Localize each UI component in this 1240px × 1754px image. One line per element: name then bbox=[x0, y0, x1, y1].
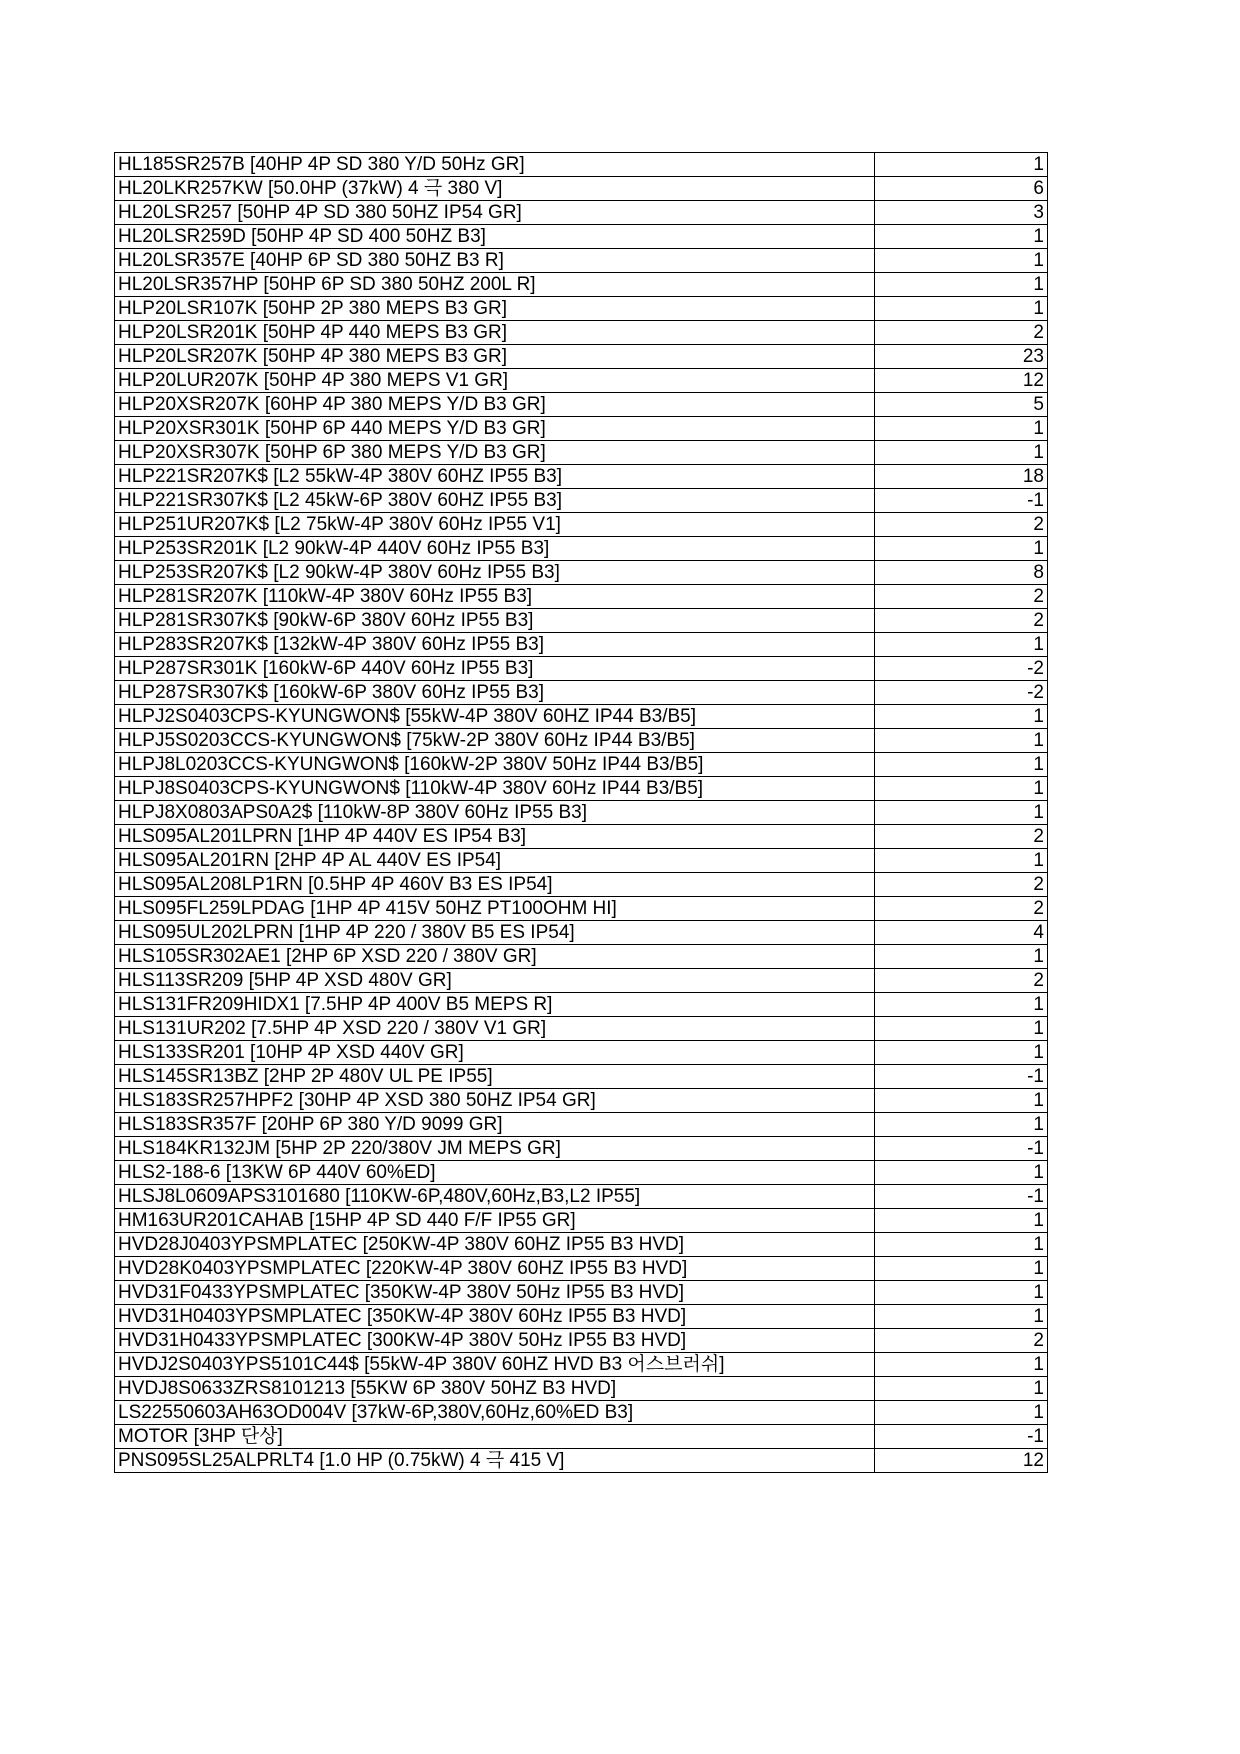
quantity-cell: 1 bbox=[875, 1401, 1048, 1425]
quantity-cell: -2 bbox=[875, 657, 1048, 681]
table-row bbox=[115, 801, 1048, 825]
item-description-cell: HLPJ8L0203CCS-KYUNGWON$ [160kW-2P 380V 50Hz IP44 B3/B5] bbox=[115, 753, 875, 777]
quantity-cell: 1 bbox=[875, 1281, 1048, 1305]
table-row bbox=[115, 153, 1048, 177]
item-description-cell: HLS2-188-6 [13KW 6P 440V 60%ED] bbox=[115, 1161, 875, 1185]
quantity-cell: 2 bbox=[875, 825, 1048, 849]
quantity-cell: 1 bbox=[875, 1113, 1048, 1137]
item-description-cell: HLS145SR13BZ [2HP 2P 480V UL PE IP55] bbox=[115, 1065, 875, 1089]
table-row bbox=[115, 225, 1048, 249]
quantity-cell: 12 bbox=[875, 369, 1048, 393]
item-description-cell: HVD31H0403YPSMPLATEC [350KW-4P 380V 60Hz IP55 B3 HVD] bbox=[115, 1305, 875, 1329]
table-row bbox=[115, 825, 1048, 849]
table-row bbox=[115, 489, 1048, 513]
table-row bbox=[115, 273, 1048, 297]
quantity-cell: 2 bbox=[875, 513, 1048, 537]
item-description-cell: PNS095SL25ALPRLT4 [1.0 HP (0.75kW) 4 극 415 V] bbox=[115, 1449, 875, 1473]
quantity-cell: -1 bbox=[875, 1425, 1048, 1449]
quantity-cell: 1 bbox=[875, 753, 1048, 777]
table-row bbox=[115, 513, 1048, 537]
quantity-cell: 2 bbox=[875, 609, 1048, 633]
table-row bbox=[115, 1065, 1048, 1089]
item-description-cell: HL185SR257B [40HP 4P SD 380 Y/D 50Hz GR] bbox=[115, 153, 875, 177]
item-description-cell: HVD28J0403YPSMPLATEC [250KW-4P 380V 60HZ IP55 B3 HVD] bbox=[115, 1233, 875, 1257]
item-description-cell: HLSJ8L0609APS3101680 [110KW-6P,480V,60Hz,B3,L2 IP55] bbox=[115, 1185, 875, 1209]
item-description-cell: HVDJ8S0633ZRS8101213 [55KW 6P 380V 50HZ B3 HVD] bbox=[115, 1377, 875, 1401]
quantity-cell: 1 bbox=[875, 801, 1048, 825]
table-row bbox=[115, 1185, 1048, 1209]
quantity-cell: 1 bbox=[875, 417, 1048, 441]
quantity-cell: 1 bbox=[875, 705, 1048, 729]
item-description-cell: HLP287SR301K [160kW-6P 440V 60Hz IP55 B3] bbox=[115, 657, 875, 681]
quantity-cell: 2 bbox=[875, 897, 1048, 921]
quantity-cell: 2 bbox=[875, 873, 1048, 897]
table-row bbox=[115, 1281, 1048, 1305]
table-row bbox=[115, 753, 1048, 777]
table-row bbox=[115, 969, 1048, 993]
quantity-cell: 1 bbox=[875, 1377, 1048, 1401]
quantity-cell: 1 bbox=[875, 249, 1048, 273]
quantity-cell: 1 bbox=[875, 1353, 1048, 1377]
quantity-cell: 8 bbox=[875, 561, 1048, 585]
item-description-cell: HLPJ8S0403CPS-KYUNGWON$ [110kW-4P 380V 60Hz IP44 B3/B5] bbox=[115, 777, 875, 801]
table-row bbox=[115, 633, 1048, 657]
item-description-cell: HLP20LSR207K [50HP 4P 380 MEPS B3 GR] bbox=[115, 345, 875, 369]
item-description-cell: HLP221SR307K$ [L2 45kW-6P 380V 60HZ IP55 B3] bbox=[115, 489, 875, 513]
table-row bbox=[115, 1089, 1048, 1113]
table-row bbox=[115, 321, 1048, 345]
item-description-cell: LS22550603AH63OD004V [37kW-6P,380V,60Hz,60%ED B3] bbox=[115, 1401, 875, 1425]
quantity-cell: 1 bbox=[875, 1041, 1048, 1065]
quantity-cell: 2 bbox=[875, 1329, 1048, 1353]
quantity-cell: 1 bbox=[875, 441, 1048, 465]
table-row bbox=[115, 657, 1048, 681]
item-description-cell: HL20LSR259D [50HP 4P SD 400 50HZ B3] bbox=[115, 225, 875, 249]
motor-inventory-table bbox=[114, 152, 1048, 1473]
quantity-cell: 1 bbox=[875, 1233, 1048, 1257]
item-description-cell: HL20LSR357E [40HP 6P SD 380 50HZ B3 R] bbox=[115, 249, 875, 273]
table-row bbox=[115, 1377, 1048, 1401]
item-description-cell: HLP20XSR307K [50HP 6P 380 MEPS Y/D B3 GR] bbox=[115, 441, 875, 465]
table-row bbox=[115, 1161, 1048, 1185]
quantity-cell: 23 bbox=[875, 345, 1048, 369]
item-description-cell: MOTOR [3HP 단상] bbox=[115, 1425, 875, 1449]
table-row bbox=[115, 921, 1048, 945]
table-row bbox=[115, 393, 1048, 417]
table-row bbox=[115, 897, 1048, 921]
table-row bbox=[115, 993, 1048, 1017]
quantity-cell: 1 bbox=[875, 729, 1048, 753]
quantity-cell: 1 bbox=[875, 849, 1048, 873]
table-row bbox=[115, 945, 1048, 969]
item-description-cell: HVD28K0403YPSMPLATEC [220KW-4P 380V 60HZ IP55 B3 HVD] bbox=[115, 1257, 875, 1281]
table-row bbox=[115, 705, 1048, 729]
item-description-cell: HLP287SR307K$ [160kW-6P 380V 60Hz IP55 B3] bbox=[115, 681, 875, 705]
item-description-cell: HLP253SR201K [L2 90kW-4P 440V 60Hz IP55 B3] bbox=[115, 537, 875, 561]
quantity-cell: 18 bbox=[875, 465, 1048, 489]
item-description-cell: HLP281SR207K [110kW-4P 380V 60Hz IP55 B3] bbox=[115, 585, 875, 609]
item-description-cell: HLP20XSR301K [50HP 6P 440 MEPS Y/D B3 GR] bbox=[115, 417, 875, 441]
item-description-cell: HLS131FR209HIDX1 [7.5HP 4P 400V B5 MEPS R] bbox=[115, 993, 875, 1017]
quantity-cell: 1 bbox=[875, 1257, 1048, 1281]
table-row bbox=[115, 249, 1048, 273]
table-row bbox=[115, 1305, 1048, 1329]
quantity-cell: 1 bbox=[875, 777, 1048, 801]
item-description-cell: HLS113SR209 [5HP 4P XSD 480V GR] bbox=[115, 969, 875, 993]
item-description-cell: HL20LSR357HP [50HP 6P SD 380 50HZ 200L R] bbox=[115, 273, 875, 297]
table-row bbox=[115, 1425, 1048, 1449]
quantity-cell: 5 bbox=[875, 393, 1048, 417]
quantity-cell: 1 bbox=[875, 633, 1048, 657]
quantity-cell: 1 bbox=[875, 1161, 1048, 1185]
item-description-cell: HLP251UR207K$ [L2 75kW-4P 380V 60Hz IP55 V1] bbox=[115, 513, 875, 537]
table-row bbox=[115, 465, 1048, 489]
table-row bbox=[115, 417, 1048, 441]
item-description-cell: HVDJ2S0403YPS5101C44$ [55kW-4P 380V 60HZ HVD B3 어스브러쉬] bbox=[115, 1353, 875, 1377]
item-description-cell: HLS131UR202 [7.5HP 4P XSD 220 / 380V V1 GR] bbox=[115, 1017, 875, 1041]
item-description-cell: HLS095AL201LPRN [1HP 4P 440V ES IP54 B3] bbox=[115, 825, 875, 849]
table-row bbox=[115, 201, 1048, 225]
quantity-cell: 1 bbox=[875, 273, 1048, 297]
quantity-cell: 1 bbox=[875, 1089, 1048, 1113]
quantity-cell: 1 bbox=[875, 537, 1048, 561]
item-description-cell: HLS105SR302AE1 [2HP 6P XSD 220 / 380V GR] bbox=[115, 945, 875, 969]
item-description-cell: HLP20LSR107K [50HP 2P 380 MEPS B3 GR] bbox=[115, 297, 875, 321]
item-description-cell: HVD31H0433YPSMPLATEC [300KW-4P 380V 50Hz IP55 B3 HVD] bbox=[115, 1329, 875, 1353]
item-description-cell: HLPJ8X0803APS0A2$ [110kW-8P 380V 60Hz IP55 B3] bbox=[115, 801, 875, 825]
table-row bbox=[115, 1017, 1048, 1041]
quantity-cell: 2 bbox=[875, 585, 1048, 609]
table-row bbox=[115, 585, 1048, 609]
table-row bbox=[115, 177, 1048, 201]
item-description-cell: HLP281SR307K$ [90kW-6P 380V 60Hz IP55 B3] bbox=[115, 609, 875, 633]
item-description-cell: HL20LKR257KW [50.0HP (37kW) 4 극 380 V] bbox=[115, 177, 875, 201]
table-row bbox=[115, 849, 1048, 873]
inventory-sheet bbox=[114, 152, 1047, 1473]
table-row bbox=[115, 1449, 1048, 1473]
item-description-cell: HLS095AL201RN [2HP 4P AL 440V ES IP54] bbox=[115, 849, 875, 873]
quantity-cell: 12 bbox=[875, 1449, 1048, 1473]
table-row bbox=[115, 777, 1048, 801]
quantity-cell: -1 bbox=[875, 1065, 1048, 1089]
table-row bbox=[115, 1353, 1048, 1377]
item-description-cell: HLP20LSR201K [50HP 4P 440 MEPS B3 GR] bbox=[115, 321, 875, 345]
item-description-cell: HLS184KR132JM [5HP 2P 220/380V JM MEPS GR] bbox=[115, 1137, 875, 1161]
table-row bbox=[115, 681, 1048, 705]
item-description-cell: HLS095FL259LPDAG [1HP 4P 415V 50HZ PT100OHM HI] bbox=[115, 897, 875, 921]
quantity-cell: 1 bbox=[875, 1305, 1048, 1329]
quantity-cell: 3 bbox=[875, 201, 1048, 225]
quantity-cell: 4 bbox=[875, 921, 1048, 945]
table-row bbox=[115, 441, 1048, 465]
quantity-cell: 1 bbox=[875, 993, 1048, 1017]
quantity-cell: 1 bbox=[875, 297, 1048, 321]
item-description-cell: HLS133SR201 [10HP 4P XSD 440V GR] bbox=[115, 1041, 875, 1065]
item-description-cell: HM163UR201CAHAB [15HP 4P SD 440 F/F IP55 GR] bbox=[115, 1209, 875, 1233]
item-description-cell: HVD31F0433YPSMPLATEC [350KW-4P 380V 50Hz IP55 B3 HVD] bbox=[115, 1281, 875, 1305]
quantity-cell: 1 bbox=[875, 1017, 1048, 1041]
quantity-cell: 2 bbox=[875, 969, 1048, 993]
quantity-cell: 6 bbox=[875, 177, 1048, 201]
table-row bbox=[115, 1233, 1048, 1257]
table-row bbox=[115, 1137, 1048, 1161]
item-description-cell: HLP20LUR207K [50HP 4P 380 MEPS V1 GR] bbox=[115, 369, 875, 393]
quantity-cell: 1 bbox=[875, 225, 1048, 249]
item-description-cell: HLS095AL208LP1RN [0.5HP 4P 460V B3 ES IP54] bbox=[115, 873, 875, 897]
quantity-cell: 1 bbox=[875, 1209, 1048, 1233]
table-row bbox=[115, 369, 1048, 393]
table-row bbox=[115, 1041, 1048, 1065]
quantity-cell: 1 bbox=[875, 945, 1048, 969]
table-row bbox=[115, 1113, 1048, 1137]
item-description-cell: HLP221SR207K$ [L2 55kW-4P 380V 60HZ IP55 B3] bbox=[115, 465, 875, 489]
table-row bbox=[115, 345, 1048, 369]
table-row bbox=[115, 561, 1048, 585]
table-row bbox=[115, 1329, 1048, 1353]
quantity-cell: -1 bbox=[875, 489, 1048, 513]
table-row bbox=[115, 609, 1048, 633]
item-description-cell: HLS183SR357F [20HP 6P 380 Y/D 9099 GR] bbox=[115, 1113, 875, 1137]
table-row bbox=[115, 537, 1048, 561]
table-row bbox=[115, 297, 1048, 321]
inventory-table-body bbox=[115, 153, 1048, 1473]
quantity-cell: 1 bbox=[875, 153, 1048, 177]
table-row bbox=[115, 1209, 1048, 1233]
item-description-cell: HL20LSR257 [50HP 4P SD 380 50HZ IP54 GR] bbox=[115, 201, 875, 225]
table-row bbox=[115, 1401, 1048, 1425]
item-description-cell: HLPJ5S0203CCS-KYUNGWON$ [75kW-2P 380V 60Hz IP44 B3/B5] bbox=[115, 729, 875, 753]
quantity-cell: 2 bbox=[875, 321, 1048, 345]
table-row bbox=[115, 873, 1048, 897]
table-row bbox=[115, 1257, 1048, 1281]
item-description-cell: HLP20XSR207K [60HP 4P 380 MEPS Y/D B3 GR] bbox=[115, 393, 875, 417]
quantity-cell: -2 bbox=[875, 681, 1048, 705]
table-row bbox=[115, 729, 1048, 753]
quantity-cell: -1 bbox=[875, 1137, 1048, 1161]
item-description-cell: HLPJ2S0403CPS-KYUNGWON$ [55kW-4P 380V 60HZ IP44 B3/B5] bbox=[115, 705, 875, 729]
item-description-cell: HLS183SR257HPF2 [30HP 4P XSD 380 50HZ IP54 GR] bbox=[115, 1089, 875, 1113]
item-description-cell: HLP283SR207K$ [132kW-4P 380V 60Hz IP55 B3] bbox=[115, 633, 875, 657]
quantity-cell: -1 bbox=[875, 1185, 1048, 1209]
item-description-cell: HLS095UL202LPRN [1HP 4P 220 / 380V B5 ES IP54] bbox=[115, 921, 875, 945]
item-description-cell: HLP253SR207K$ [L2 90kW-4P 380V 60Hz IP55 B3] bbox=[115, 561, 875, 585]
